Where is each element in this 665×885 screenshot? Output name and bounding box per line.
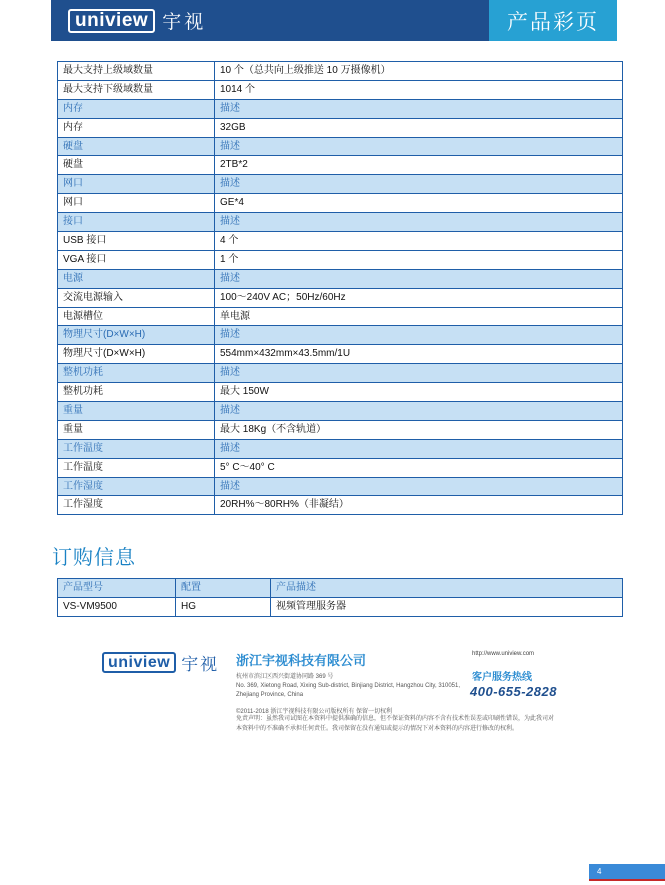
spec-value: 描述 — [215, 137, 623, 156]
spec-label: 网口 — [58, 194, 215, 213]
spec-value: 描述 — [215, 99, 623, 118]
order-header-model: 产品型号 — [58, 579, 176, 598]
spec-value: 最大 150W — [215, 383, 623, 402]
spec-label: 电源 — [58, 269, 215, 288]
spec-label: 整机功耗 — [58, 364, 215, 383]
hotline-label: 客户服务热线 — [472, 672, 532, 683]
spec-label: 硬盘 — [58, 137, 215, 156]
order-desc: 视频管理服务器 — [271, 597, 623, 616]
spec-value: 最大 18Kg（不含轨道） — [215, 420, 623, 439]
spec-label: 最大支持下级域数量 — [58, 80, 215, 99]
spec-label: 网口 — [58, 175, 215, 194]
hotline-number: 400-655-2828 — [470, 684, 557, 699]
spec-row — [58, 288, 623, 307]
spec-label: VGA 接口 — [58, 250, 215, 269]
order-row — [58, 597, 623, 616]
spec-row — [58, 345, 623, 364]
spec-value: 描述 — [215, 364, 623, 383]
spec-section-row — [58, 137, 623, 156]
spec-section-row — [58, 439, 623, 458]
spec-row — [58, 232, 623, 251]
spec-value: 100～240V AC；50Hz/60Hz — [215, 288, 623, 307]
spec-label: 硬盘 — [58, 156, 215, 175]
spec-label: 接口 — [58, 213, 215, 232]
spec-value: 描述 — [215, 402, 623, 421]
spec-row — [58, 307, 623, 326]
company-address — [236, 673, 466, 700]
spec-value: 描述 — [215, 439, 623, 458]
spec-row — [58, 156, 623, 175]
spec-label: 工作温度 — [58, 439, 215, 458]
page-header — [51, 0, 617, 41]
spec-table — [57, 61, 623, 515]
spec-section-row — [58, 175, 623, 194]
spec-value: 描述 — [215, 213, 623, 232]
spec-value: 描述 — [215, 477, 623, 496]
spec-value: 20RH%～80RH%（非凝结） — [215, 496, 623, 515]
spec-label: 物理尺寸(D×W×H) — [58, 326, 215, 345]
spec-row — [58, 250, 623, 269]
spec-label: 物理尺寸(D×W×H) — [58, 345, 215, 364]
spec-row — [58, 194, 623, 213]
footer-logo-wordmark: uniview — [102, 652, 176, 673]
copyright: ©2011-2018 浙江宇视科技有限公司版权所有 保留一切权利 — [236, 709, 393, 715]
page-number: 4 — [589, 864, 665, 879]
order-config: HG — [176, 597, 271, 616]
brand-logo — [68, 7, 206, 34]
footer-logo — [102, 650, 219, 675]
spec-row — [58, 458, 623, 477]
order-header-row — [58, 579, 623, 598]
page-number-underline — [589, 879, 665, 881]
spec-value: 单电源 — [215, 307, 623, 326]
spec-label: 整机功耗 — [58, 383, 215, 402]
logo-wordmark: uniview — [68, 9, 155, 33]
spec-section-row — [58, 99, 623, 118]
spec-value: 32GB — [215, 118, 623, 137]
address-cn: 杭州市滨江区西兴街道协同路 369 号 — [236, 674, 334, 680]
spec-value: GE*4 — [215, 194, 623, 213]
spec-section-row — [58, 213, 623, 232]
spec-label: 工作湿度 — [58, 496, 215, 515]
spec-value: 2TB*2 — [215, 156, 623, 175]
spec-row — [58, 420, 623, 439]
website-link[interactable]: http://www.uniview.com — [472, 651, 535, 657]
footer-logo-chinese: 宇视 — [181, 655, 220, 674]
logo-chinese: 宇视 — [162, 12, 207, 33]
spec-row — [58, 496, 623, 515]
spec-row — [58, 118, 623, 137]
disclaimer: 免责声明：虽然我司试图在本资料中提供准确的信息，但不保证资料的内容不含有技术性误差或印刷性错误，为此我司对本资料中的不准确不承担任何责任。我司保留在没有通知或提示的情况下对本资料的内容进行修改的权利。 — [236, 716, 555, 732]
spec-label: 工作湿度 — [58, 477, 215, 496]
spec-value: 4 个 — [215, 232, 623, 251]
spec-row — [58, 80, 623, 99]
spec-section-row — [58, 269, 623, 288]
spec-label: 内存 — [58, 118, 215, 137]
spec-label: 工作温度 — [58, 458, 215, 477]
spec-value: 10 个（总共向上级推送 10 万摄像机） — [215, 62, 623, 81]
spec-value: 554mm×432mm×43.5mm/1U — [215, 345, 623, 364]
spec-row — [58, 383, 623, 402]
spec-label: 交流电源输入 — [58, 288, 215, 307]
order-title: 订购信息 — [52, 547, 136, 569]
spec-label: 重量 — [58, 420, 215, 439]
spec-value: 描述 — [215, 269, 623, 288]
spec-label: 电源槽位 — [58, 307, 215, 326]
spec-section-row — [58, 402, 623, 421]
spec-value: 描述 — [215, 175, 623, 194]
spec-section-row — [58, 477, 623, 496]
spec-value: 1014 个 — [215, 80, 623, 99]
spec-label: 重量 — [58, 402, 215, 421]
order-header-desc: 产品描述 — [271, 579, 623, 598]
spec-value: 描述 — [215, 326, 623, 345]
spec-value: 1 个 — [215, 250, 623, 269]
address-en: No. 369, Xietong Road, Xixing Sub-district, Binjiang District, Hangzhou City, 310051, Zhejiang Province, China — [236, 683, 461, 698]
spec-label: 内存 — [58, 99, 215, 118]
spec-value: 5° C～40° C — [215, 458, 623, 477]
spec-section-row — [58, 326, 623, 345]
header-tag: 产品彩页 — [489, 0, 617, 41]
spec-row — [58, 62, 623, 81]
spec-section-row — [58, 364, 623, 383]
company-name: 浙江宇视科技有限公司 — [236, 653, 367, 668]
order-model: VS-VM9500 — [58, 597, 176, 616]
spec-label: 最大支持上级域数量 — [58, 62, 215, 81]
order-table — [57, 578, 623, 617]
spec-label: USB 接口 — [58, 232, 215, 251]
order-header-config: 配置 — [176, 579, 271, 598]
